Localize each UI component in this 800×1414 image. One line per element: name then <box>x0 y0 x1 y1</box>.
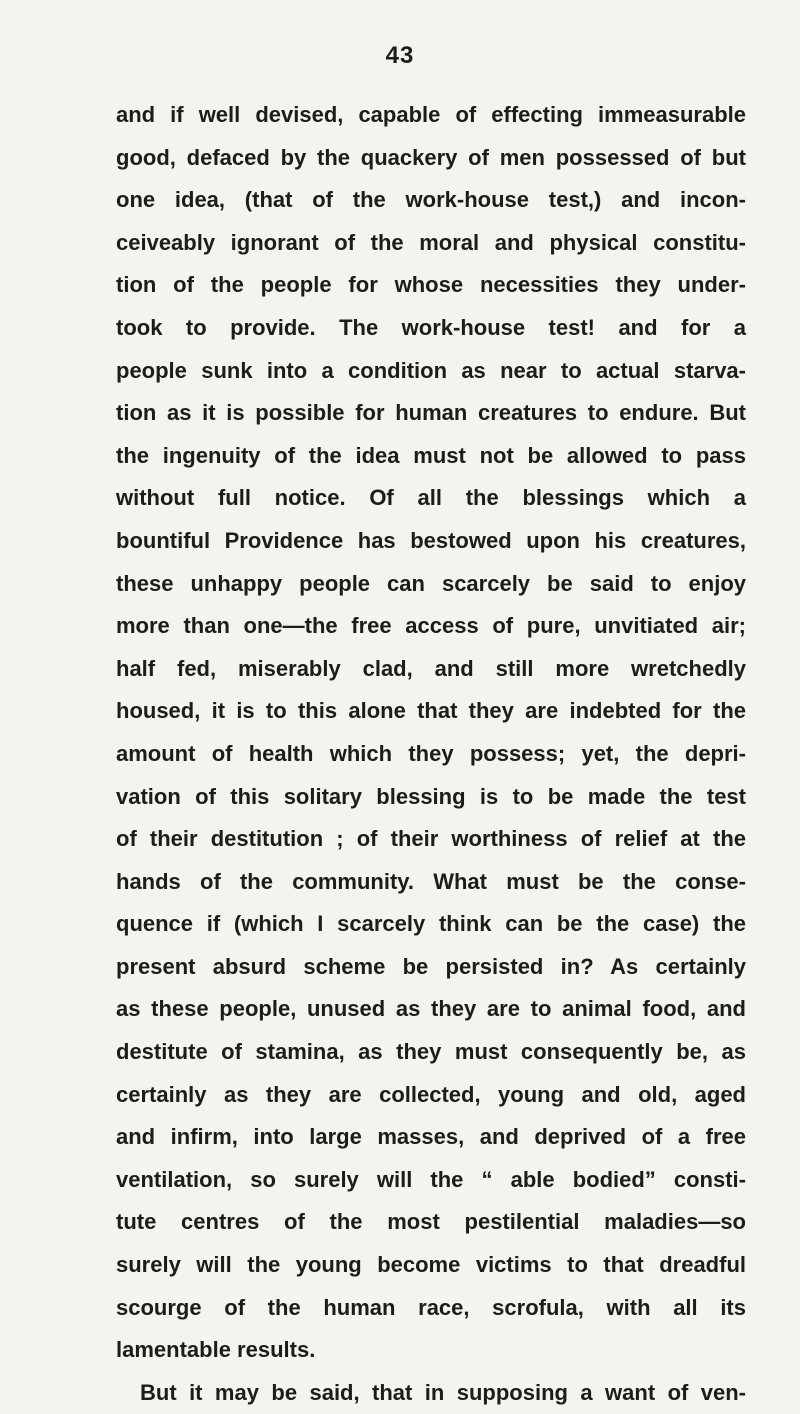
text-line: lamentable results. <box>116 1337 316 1363</box>
text-line: ventilation, so surely will the “ able bodied” consti- <box>116 1166 746 1192</box>
page-number: 43 <box>385 42 415 69</box>
text-line: tion as it is possible for human creatures to endure. But <box>116 400 746 426</box>
text-line: certainly as they are collected, young and old, aged <box>116 1081 746 1107</box>
text-line: vation of this solitary blessing is to be made the test <box>116 783 746 809</box>
text-line: good, defaced by the quackery of men possessed of but <box>116 144 746 170</box>
text-line: hands of the community. What must be the conse- <box>116 868 746 894</box>
text-line: as these people, unused as they are to animal food, and <box>116 996 746 1022</box>
text-line: present absurd scheme be persisted in? As certainly <box>116 953 746 979</box>
text-line: people sunk into a condition as near to actual starva- <box>116 357 746 383</box>
text-line: more than one—the free access of pure, unvitiated air; <box>116 613 746 639</box>
text-line: and if well devised, capable of effecting immeasurable <box>116 102 746 127</box>
text-line: housed, it is to this alone that they are indebted for the <box>116 698 746 724</box>
text-line: half fed, miserably clad, and still more wretchedly <box>116 655 746 681</box>
text-line: these unhappy people can scarcely be said to enjoy <box>116 570 746 596</box>
text-line: the ingenuity of the idea must not be allowed to pass <box>116 442 746 468</box>
text-line: surely will the young become victims to that dreadful <box>116 1252 746 1278</box>
text-line: ceiveably ignorant of the moral and physical constitu- <box>116 229 746 255</box>
text-line: bountiful Providence has bestowed upon his creatures, <box>116 527 746 553</box>
text-line: tute centres of the most pestilential maladies—so <box>116 1209 746 1235</box>
body-text <box>116 94 746 1414</box>
text-line: destitute of stamina, as they must consequently be, as <box>116 1039 746 1065</box>
text-line: But it may be said, that in supposing a want of ven- <box>140 1379 746 1405</box>
text-line: one idea, (that of the work-house test,) and incon- <box>116 187 746 213</box>
text-line: and infirm, into large masses, and deprived of a free <box>116 1124 746 1150</box>
text-line: tion of the people for whose necessities they under- <box>116 272 746 298</box>
text-line: quence if (which I scarcely think can be the case) the <box>116 911 746 937</box>
text-line: without full notice. Of all the blessings which a <box>116 485 746 511</box>
text-line: amount of health which they possess; yet, the depri- <box>116 740 746 766</box>
text-line: scourge of the human race, scrofula, with all its <box>116 1294 746 1320</box>
text-line: of their destitution ; of their worthiness of relief at the <box>116 826 746 852</box>
text-line: took to provide. The work-house test! and for a <box>116 314 746 340</box>
